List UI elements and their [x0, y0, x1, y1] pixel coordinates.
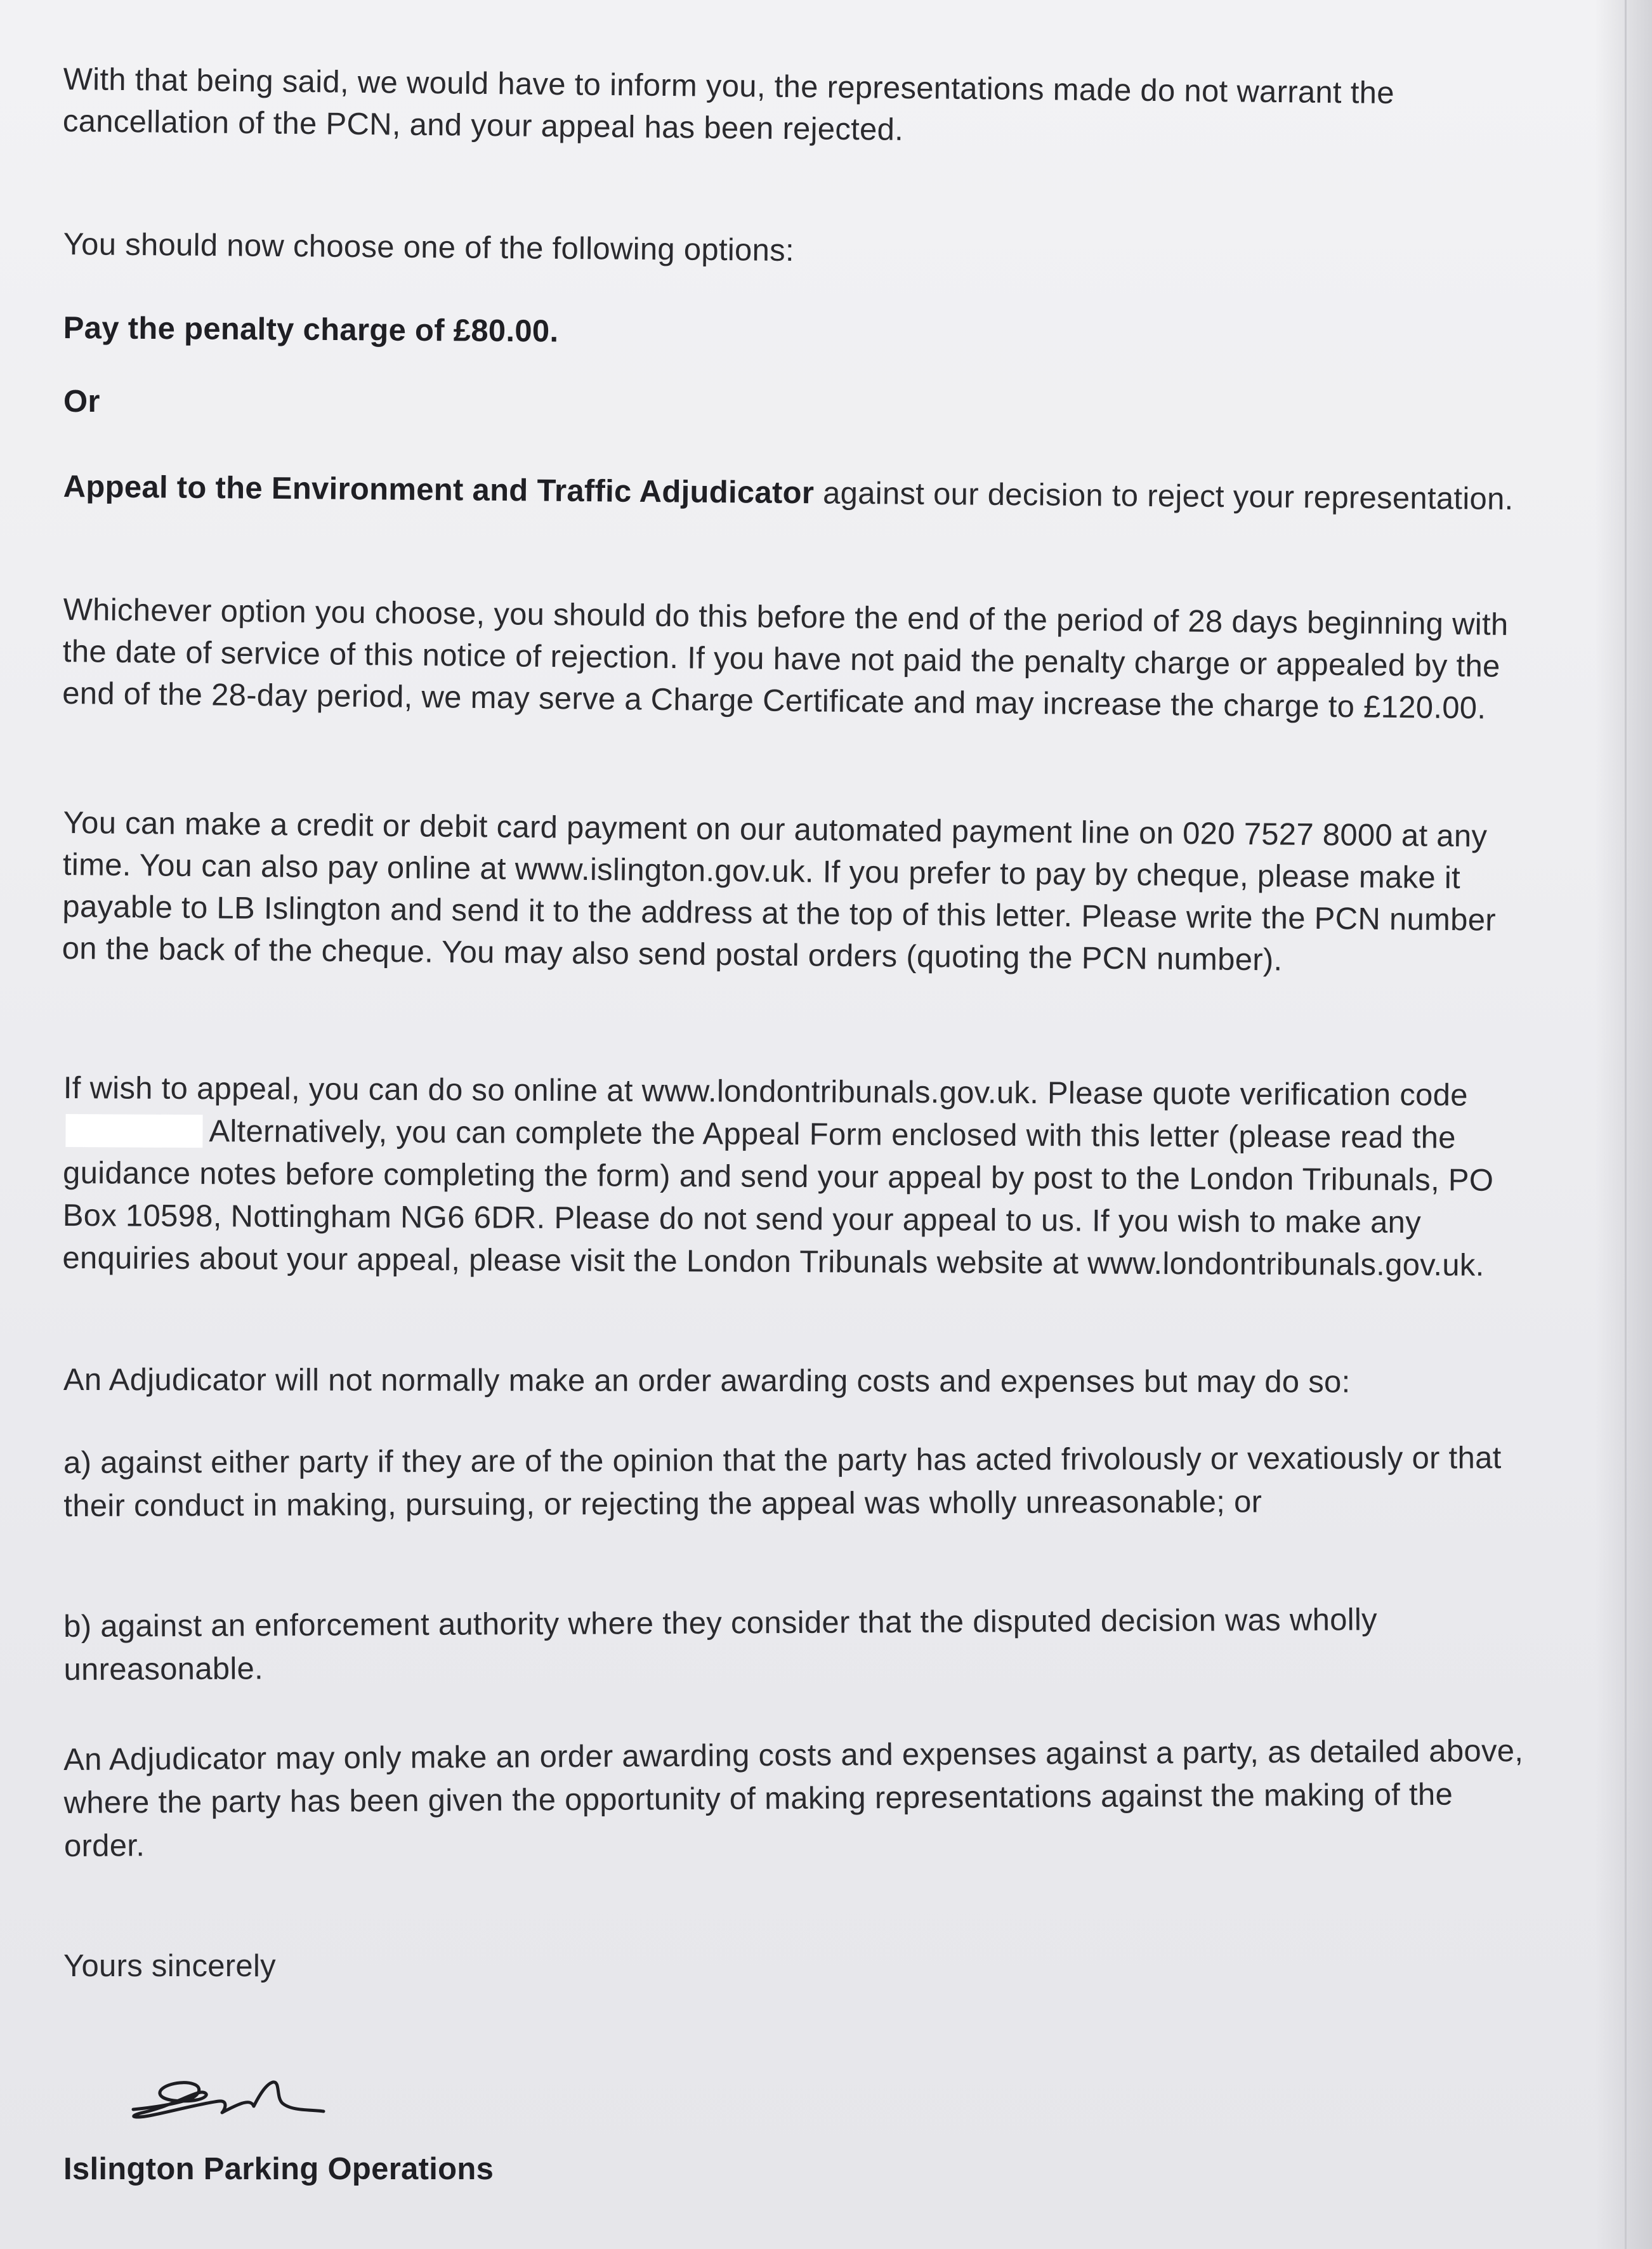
appeal-postal-text: Alternatively, you can complete the Appeal Form enclosed with this letter (please read the guidance notes before completing the form) and send your appeal by post to the London Tribunals, PO Box 10598, Nottingham NG6 6DR. Please do not send your appeal to us. If you wish to make any enquiries about your appeal, please visit the London Tribunals website at www.londontribunals.gov.uk.	[62, 1114, 1494, 1283]
option-appeal-heading: Appeal to the Environment and Traffic Adjudicator	[63, 469, 815, 511]
paragraph-costs-intro: An Adjudicator will not normally make an order awarding costs and expenses but may do so:	[63, 1363, 1351, 1400]
option-appeal-text: against our decision to reject your representation.	[813, 476, 1514, 516]
paragraph-appeal-instructions	[62, 1067, 1535, 1287]
paragraph-payment: You can make a credit or debit card payment on our automated payment line on 020 7527 8000 at any time. You can also pay online at www.islington.gov.uk. If you prefer to pay by cheque, please make it payable to LB Islington and send it to the address at the top of this letter. Please write the PCN number on the back of the cheque. You may also send postal orders (quoting the PCN number).	[62, 805, 1497, 978]
page-edge	[1625, 0, 1627, 2249]
costs-item-b: b) against an enforcement authority where they consider that the disputed decision was wholly unreasonable.	[63, 1603, 1378, 1687]
option-or: Or	[63, 384, 100, 419]
option-pay: Pay the penalty charge of £80.00.	[63, 310, 559, 349]
handwritten-signature	[114, 2049, 368, 2132]
redacted-verification-code	[65, 1114, 202, 1148]
paragraph-rejection: With that being said, we would have to inform you, the representations made do not warrant the cancellation of the PCN, and your appeal has been rejected.	[62, 62, 1395, 147]
appeal-online-text: If wish to appeal, you can do so online at www.londontribunals.gov.uk. Please quote verification code	[63, 1070, 1468, 1113]
paragraph-costs-order: An Adjudicator may only make an order awarding costs and expenses against a party, as detailed above, where the party has been given the opportunity of making representations against the making of the order.	[63, 1733, 1524, 1863]
paragraph-deadline: Whichever option you choose, you should do this before the end of the period of 28 days beginning with the date of service of this notice of rejection. If you have not paid the penalty charge or appealed by the end of the 28-day period, we may serve a Charge Certificate and may increase the charge to £120.00.	[62, 592, 1509, 726]
page-edge-shadow	[1595, 0, 1652, 2249]
costs-item-a: a) against either party if they are of the opinion that the party has acted frivolously or vexatiously or that their conduct in making, pursuing, or rejecting the appeal was wholly unreasonable; or	[63, 1441, 1502, 1523]
sender-name: Islington Parking Operations	[63, 2152, 494, 2186]
option-appeal	[63, 466, 1535, 520]
closing-salutation: Yours sincerely	[63, 1949, 276, 1983]
paragraph-options-intro: You should now choose one of the following options:	[63, 226, 795, 268]
